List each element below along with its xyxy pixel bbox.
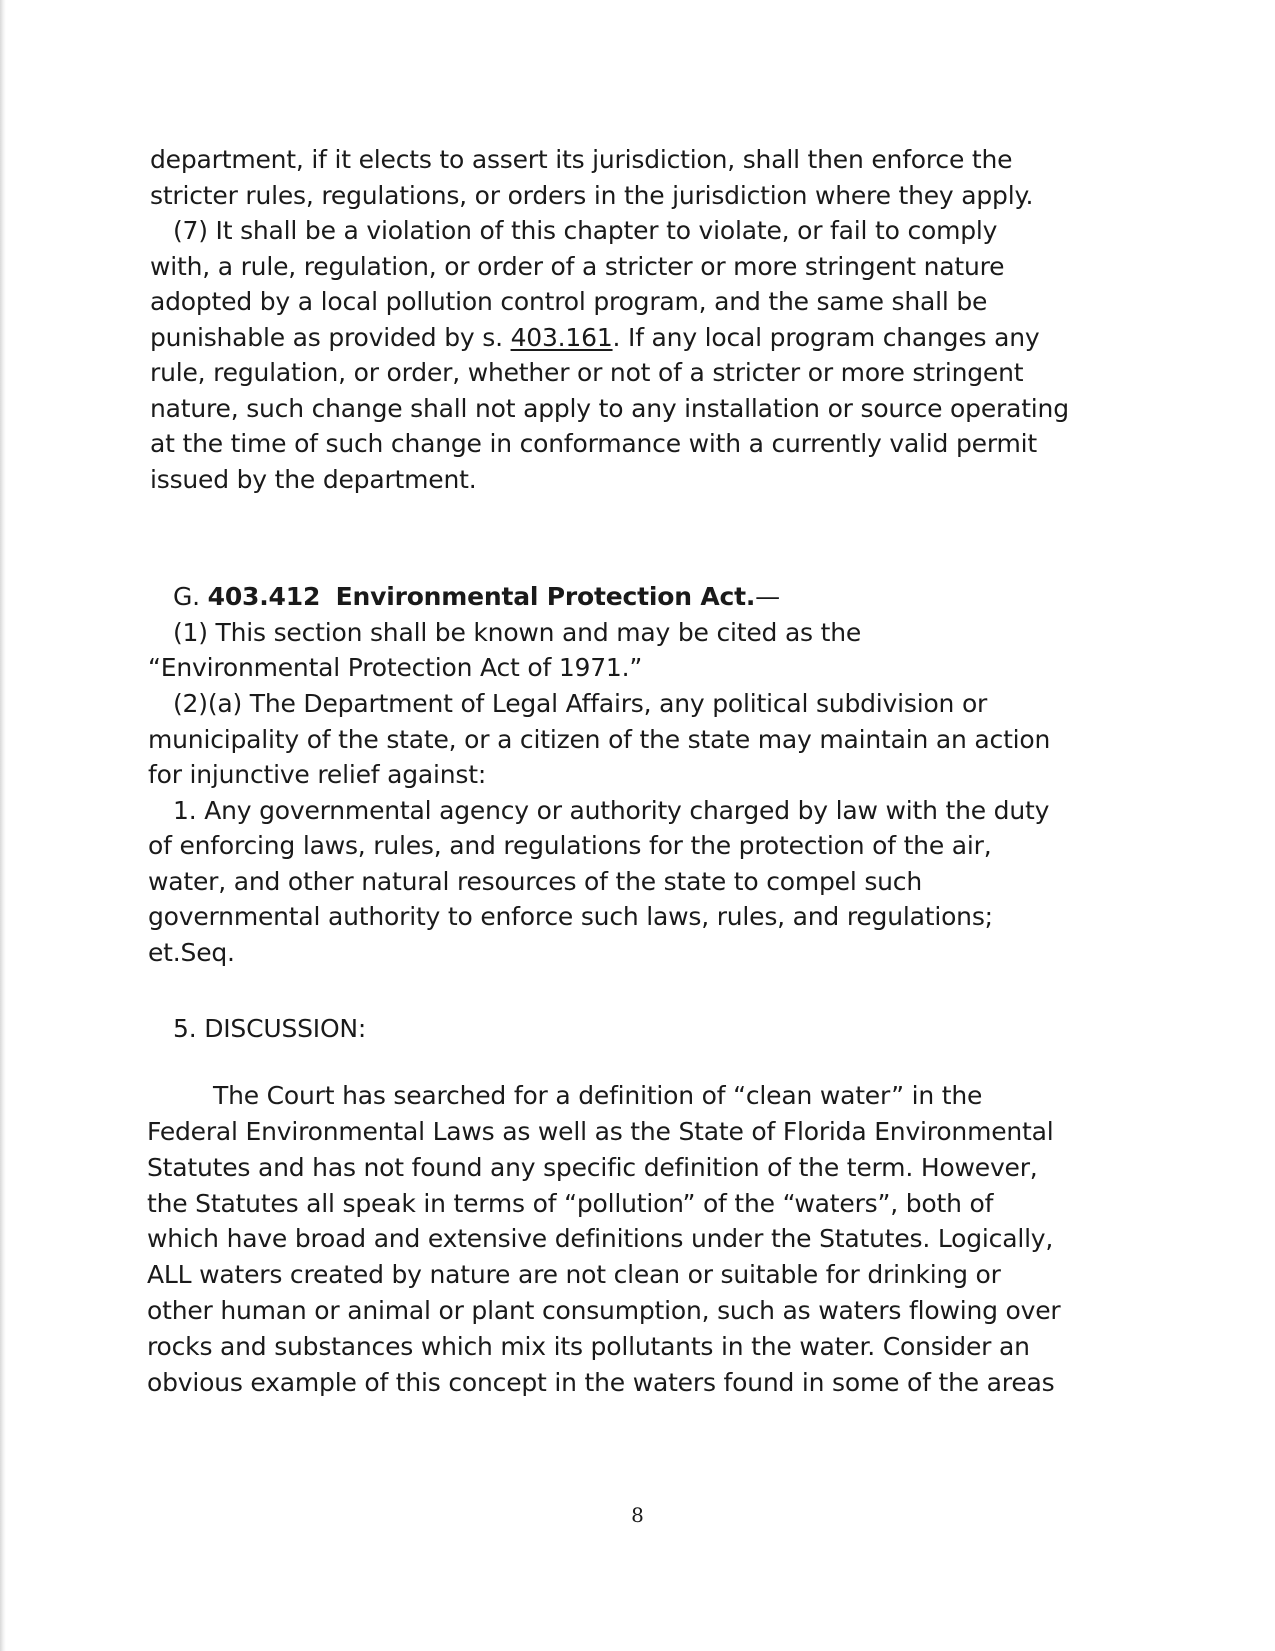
subsection-7-line: at the time of such change in conformance with a currently valid permit bbox=[150, 429, 1037, 458]
subsection-7-line: with, a rule, regulation, or order of a stricter or more stringent nature bbox=[150, 252, 1005, 281]
section-title: Environmental Protection Act. bbox=[335, 582, 756, 611]
item-1-line: governmental authority to enforce such laws, rules, and regulations; bbox=[148, 902, 993, 931]
statute-link-403-161[interactable]: 403.161 bbox=[510, 323, 613, 352]
subsection-7-line bbox=[150, 323, 1039, 353]
subsection-7-line: issued by the department. bbox=[150, 465, 477, 494]
subsection-7-text: . If any local program changes any bbox=[612, 323, 1040, 352]
subsection-7-text: punishable as provided by s. bbox=[150, 323, 511, 352]
discussion-heading: 5. DISCUSSION: bbox=[173, 1014, 367, 1043]
section-prefix: G. bbox=[173, 582, 208, 611]
discussion-line: obvious example of this concept in the waters found in some of the areas bbox=[147, 1368, 1055, 1397]
discussion-line: rocks and substances which mix its pollutants in the water. Consider an bbox=[147, 1332, 1030, 1361]
subsection-2a-line: for injunctive relief against: bbox=[148, 760, 487, 789]
subsection-1-line: “Environmental Protection Act of 1971.” bbox=[148, 653, 643, 682]
section-number: 403.412 bbox=[207, 582, 321, 611]
discussion-line: Federal Environmental Laws as well as the State of Florida Environmental bbox=[147, 1117, 1054, 1146]
subsection-7-line: (7) It shall be a violation of this chapter to violate, or fail to comply bbox=[173, 216, 998, 245]
section-dash: — bbox=[755, 582, 780, 611]
subsection-2a-line: municipality of the state, or a citizen of the state may maintain an action bbox=[148, 725, 1051, 754]
subsection-2a-line: (2)(a) The Department of Legal Affairs, any political subdivision or bbox=[173, 689, 988, 718]
discussion-line: other human or animal or plant consumption, such as waters flowing over bbox=[147, 1296, 1061, 1325]
discussion-line: The Court has searched for a definition of “clean water” in the bbox=[213, 1081, 983, 1110]
section-g-heading bbox=[173, 582, 780, 612]
discussion-line: ALL waters created by nature are not clean or suitable for drinking or bbox=[147, 1260, 1001, 1289]
item-1-line: water, and other natural resources of the state to compel such bbox=[148, 867, 922, 896]
scan-edge-shadow bbox=[0, 0, 6, 1651]
item-1-line: 1. Any governmental agency or authority charged by law with the duty bbox=[173, 796, 1050, 825]
item-1-line: et.Seq. bbox=[148, 938, 235, 967]
subsection-7-line: rule, regulation, or order, whether or not of a stricter or more stringent bbox=[150, 358, 1024, 387]
item-1-line: of enforcing laws, rules, and regulations for the protection of the air, bbox=[148, 831, 992, 860]
subsection-7-line: adopted by a local pollution control program, and the same shall be bbox=[150, 287, 988, 316]
page-number: 8 bbox=[631, 1503, 644, 1527]
discussion-line: the Statutes all speak in terms of “pollution” of the “waters”, both of bbox=[147, 1189, 994, 1218]
body-line: department, if it elects to assert its jurisdiction, shall then enforce the bbox=[150, 145, 1013, 174]
discussion-line: Statutes and has not found any specific definition of the term. However, bbox=[147, 1153, 1038, 1182]
subsection-1-line: (1) This section shall be known and may be cited as the bbox=[173, 618, 862, 647]
body-line: stricter rules, regulations, or orders in the jurisdiction where they apply. bbox=[150, 181, 1034, 210]
discussion-line: which have broad and extensive definitions under the Statutes. Logically, bbox=[147, 1224, 1054, 1253]
subsection-7-line: nature, such change shall not apply to any installation or source operating bbox=[150, 394, 1069, 423]
